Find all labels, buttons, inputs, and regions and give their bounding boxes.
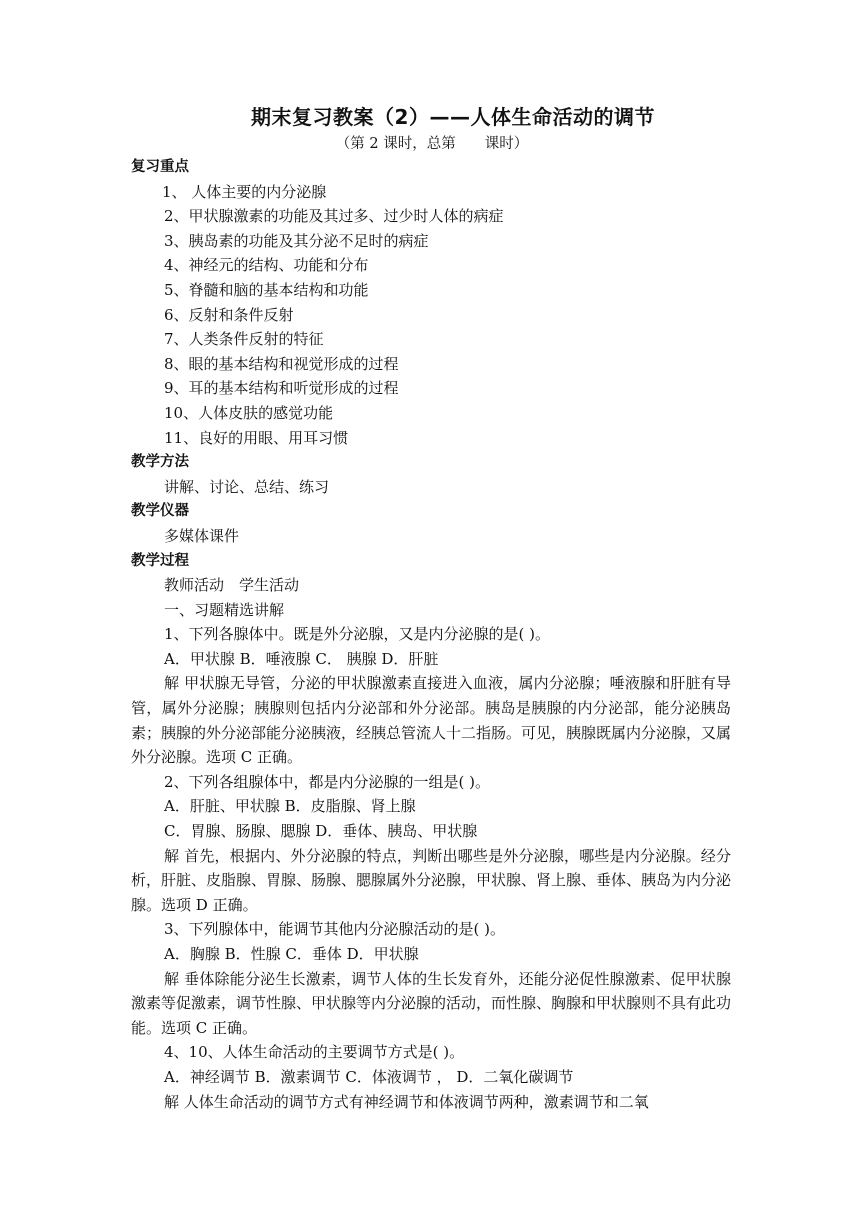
list-item: 9、耳的基本结构和听觉形成的过程 [164, 379, 399, 398]
list-item: 8、眼的基本结构和视觉形成的过程 [164, 354, 399, 373]
question-2-options-ab: A．肝脏、甲状腺 B．皮脂腺、肾上腺 [164, 797, 416, 816]
list-item: 5、脊髓和脑的基本结构和功能 [164, 280, 369, 299]
list-item: 3、胰岛素的功能及其分泌不足时的病症 [164, 231, 429, 250]
question-4-explanation: 解 人体生命活动的调节方式有神经调节和体液调节两种，激素调节和二氧 [164, 1092, 649, 1111]
question-2-options-cd: C．胃腺、肠腺、腮腺 D．垂体、胰岛、甲状腺 [164, 822, 478, 841]
question-4-options: A．神经调节 B．激素调节 C．体液调节 ， D．二氧化碳调节 [164, 1067, 574, 1086]
question-3-explanation: 解 垂体除能分泌生长激素，调节人体的生长发育外，还能分泌促性腺激素、促甲状腺激素等促激素，调节性腺、甲状腺等内分泌腺的活动，而性腺、胸腺和甲状腺则不具有此功能。选项 C 正确。 [131, 969, 732, 1037]
question-3-options: A．胸腺 B．性腺 C．垂体 D．甲状腺 [164, 945, 419, 963]
heading-methods: 教学方法 [131, 454, 189, 471]
list-item: 7、人类条件反射的特征 [164, 330, 324, 349]
question-2-explanation: 解 首先，根据内、外分泌腺的特点，判断出哪些是外分泌腺，哪些是内分泌腺。经分析，肝脏、皮脂腺、胃腺、肠腺、腮腺属外分泌腺，甲状腺、肾上腺、垂体、胰岛为内分泌腺。选项 D 正确。 [131, 846, 732, 914]
question-4: 4、10、人体生命活动的主要调节方式是( )。 [164, 1043, 465, 1062]
activity-roles: 教师活动 学生活动 [164, 576, 300, 595]
equipment-text: 多媒体课件 [164, 526, 240, 545]
heading-process: 教学过程 [131, 552, 189, 569]
list-item: 6、反射和条件反射 [164, 305, 294, 324]
methods-text: 讲解、讨论、总结、练习 [164, 477, 330, 496]
list-item: 2、甲状腺激素的功能及其过多、过少时人体的病症 [164, 207, 504, 226]
list-item: 11、良好的用眼、用耳习惯 [164, 428, 349, 447]
list-item: 4、神经元的结构、功能和分布 [164, 256, 369, 275]
list-item: 1、 人体主要的内分泌腺 [162, 182, 327, 201]
question-2: 2、下列各组腺体中，都是内分泌腺的一组是( )。 [164, 772, 491, 791]
page-subtitle: （第 2 课时，总第 课时） [335, 136, 529, 152]
question-1-explanation: 解 甲状腺无导管，分泌的甲状腺激素直接进入血液，属内分泌腺；唾液腺和肝脏有导管，属外分泌腺；胰腺则包括内分泌部和外分泌部。胰岛是胰腺的内分泌部，能分泌胰岛素；胰腺的外分泌部能分泌胰液，经胰总管流人十二指肠。可见，胰腺既属内分泌腺，又属外分泌腺。选项 C 正确。 [131, 674, 732, 767]
question-3: 3、下列腺体中，能调节其他内分泌腺活动的是( )。 [164, 920, 506, 939]
heading-review-points: 复习重点 [131, 159, 189, 175]
list-item: 10、人体皮肤的感觉功能 [164, 403, 334, 422]
question-1: 1、下列各腺体中。既是外分泌腺，又是内分泌腺的是( )。 [164, 625, 551, 644]
page-title: 期末复习教案（2）——人体生命活动的调节 [251, 105, 655, 129]
part-title: 一、习题精选讲解 [164, 600, 285, 619]
heading-equipment: 教学仪器 [131, 503, 189, 520]
document-body [131, 155, 731, 1114]
question-1-options: A．甲状腺 B．唾液腺 C． 胰腺 D．肝脏 [164, 649, 439, 668]
